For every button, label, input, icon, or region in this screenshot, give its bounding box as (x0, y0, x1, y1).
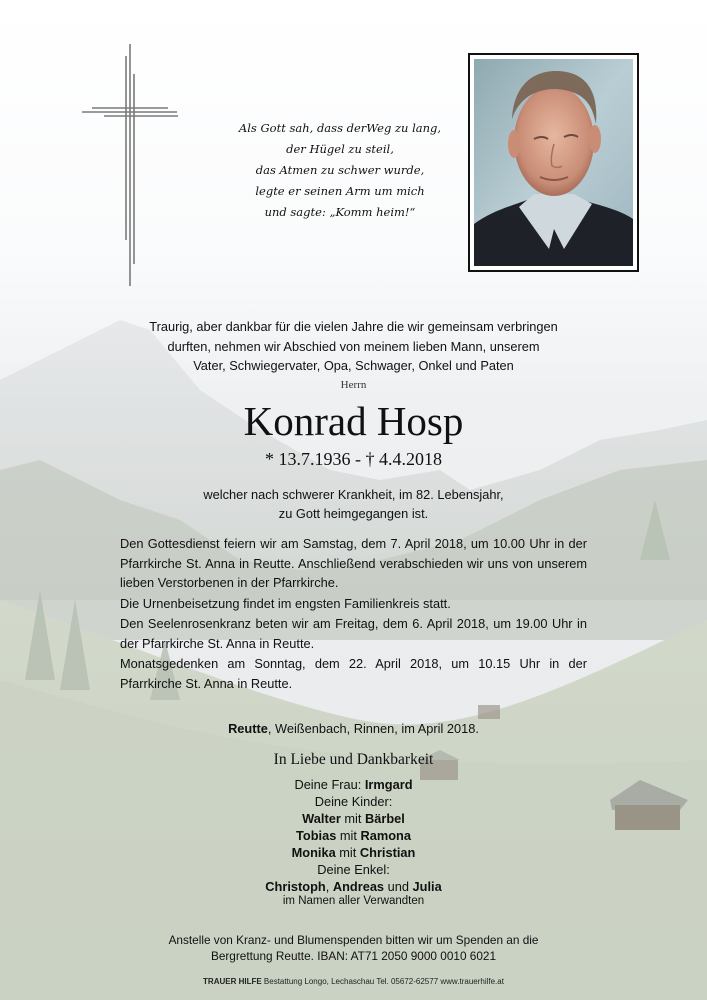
quote-line: legte er seinen Arm um mich (255, 184, 425, 198)
funeral-home-contact: Bestattung Longo, Lechaschau Tel. 05672-62577 www.trauerhilfe.at (261, 977, 504, 986)
child-connector: mit (340, 811, 365, 826)
wife-line (0, 776, 707, 793)
donation-note (0, 933, 707, 964)
place-rest: , Weißenbach, Rinnen, im April 2018. (267, 721, 479, 736)
donation-line: Bergrettung Reutte. IBAN: AT71 2050 9000 0010 6021 (210, 948, 497, 963)
circumstances-line: welcher nach schwerer Krankheit, im 82. Lebensjahr, (203, 487, 504, 502)
family-list (0, 776, 707, 895)
grandchildren-line (0, 878, 707, 895)
quote-line: und sagte: „Komm heim!“ (264, 205, 416, 219)
announcement-funeral-service: Den Gottesdienst feiern wir am Samstag, dem 7. April 2018, um 10.00 Uhr in der Pfarrkirche St. Anna in Reutte. Anschließend verabschieden wir uns von unserem lieben Verstorbenen in der Pfarrkirche. (120, 536, 587, 590)
child-partner: Ramona (360, 828, 411, 843)
child-line (0, 827, 707, 844)
poem-quote (225, 118, 455, 223)
circumstances-line: zu Gott heimgegangen ist. (278, 506, 429, 521)
portrait-photo (474, 59, 633, 266)
wife-name: Irmgard (364, 777, 413, 792)
funeral-home-footer (0, 977, 707, 986)
child-name: Tobias (296, 828, 337, 843)
life-dates: * 13.7.1936 - † 4.4.2018 (265, 449, 442, 469)
wife-label: Deine Frau: (294, 777, 365, 792)
grandchildren-label: Deine Enkel: (317, 862, 390, 877)
intro-line: Vater, Schwiegervater, Opa, Schwager, Onkel und Paten (193, 358, 514, 373)
quote-line: das Atmen zu schwer wurde, (255, 163, 425, 177)
child-partner: Christian (359, 845, 416, 860)
cross-icon (80, 44, 180, 288)
child-partner: Bärbel (364, 811, 405, 826)
grandchild-name: Julia (412, 879, 442, 894)
grandchild-name: Christoph (265, 879, 326, 894)
quote-line: der Hügel zu steil, (286, 142, 394, 156)
relatives-line: im Namen aller Verwandten (282, 895, 425, 907)
deceased-name: Konrad Hosp (243, 398, 464, 444)
quote-line: Als Gott sah, dass derWeg zu lang, (238, 121, 442, 135)
child-line (0, 844, 707, 861)
child-line (0, 810, 707, 827)
intro-line: durften, nehmen wir Abschied von meinem lieben Mann, unserem (167, 338, 540, 354)
donation-line: Anstelle von Kranz- und Blumenspenden bitten wir um Spenden an die (168, 933, 539, 947)
separator: und (384, 879, 413, 894)
closing-heading: In Liebe und Dankbarkeit (273, 751, 434, 768)
portrait-frame (468, 53, 639, 272)
child-name: Monika (291, 845, 336, 860)
hut-small (478, 705, 500, 719)
intro-line: Traurig, aber dankbar für die vielen Jahre die wir gemeinsam verbringen (149, 319, 558, 334)
separator: , (325, 879, 333, 894)
child-connector: mit (335, 845, 360, 860)
child-connector: mit (336, 828, 361, 843)
death-circumstances (0, 485, 707, 523)
children-label: Deine Kinder: (314, 794, 393, 809)
salutation: Herrn (340, 379, 367, 391)
funeral-home-brand: TRAUER HILFE (203, 977, 262, 986)
place-town: Reutte (228, 721, 268, 736)
announcement-urn-burial: Die Urnenbeisetzung findet im engsten Familienkreis statt. (120, 596, 451, 611)
intro-text (0, 317, 707, 376)
grandchild-name: Andreas (332, 879, 385, 894)
announcement-rosary: Den Seelenrosenkranz beten wir am Freitag, dem 6. April 2018, um 19.00 Uhr in der Pfarrkirche St. Anna in Reutte. (120, 616, 587, 651)
announcement-monthly-memorial: Monatsgedenken am Sonntag, dem 22. April 2018, um 10.15 Uhr in der Pfarrkirche St. Anna in Reutte. (120, 656, 587, 691)
place-date (0, 721, 707, 736)
child-name: Walter (302, 811, 341, 826)
